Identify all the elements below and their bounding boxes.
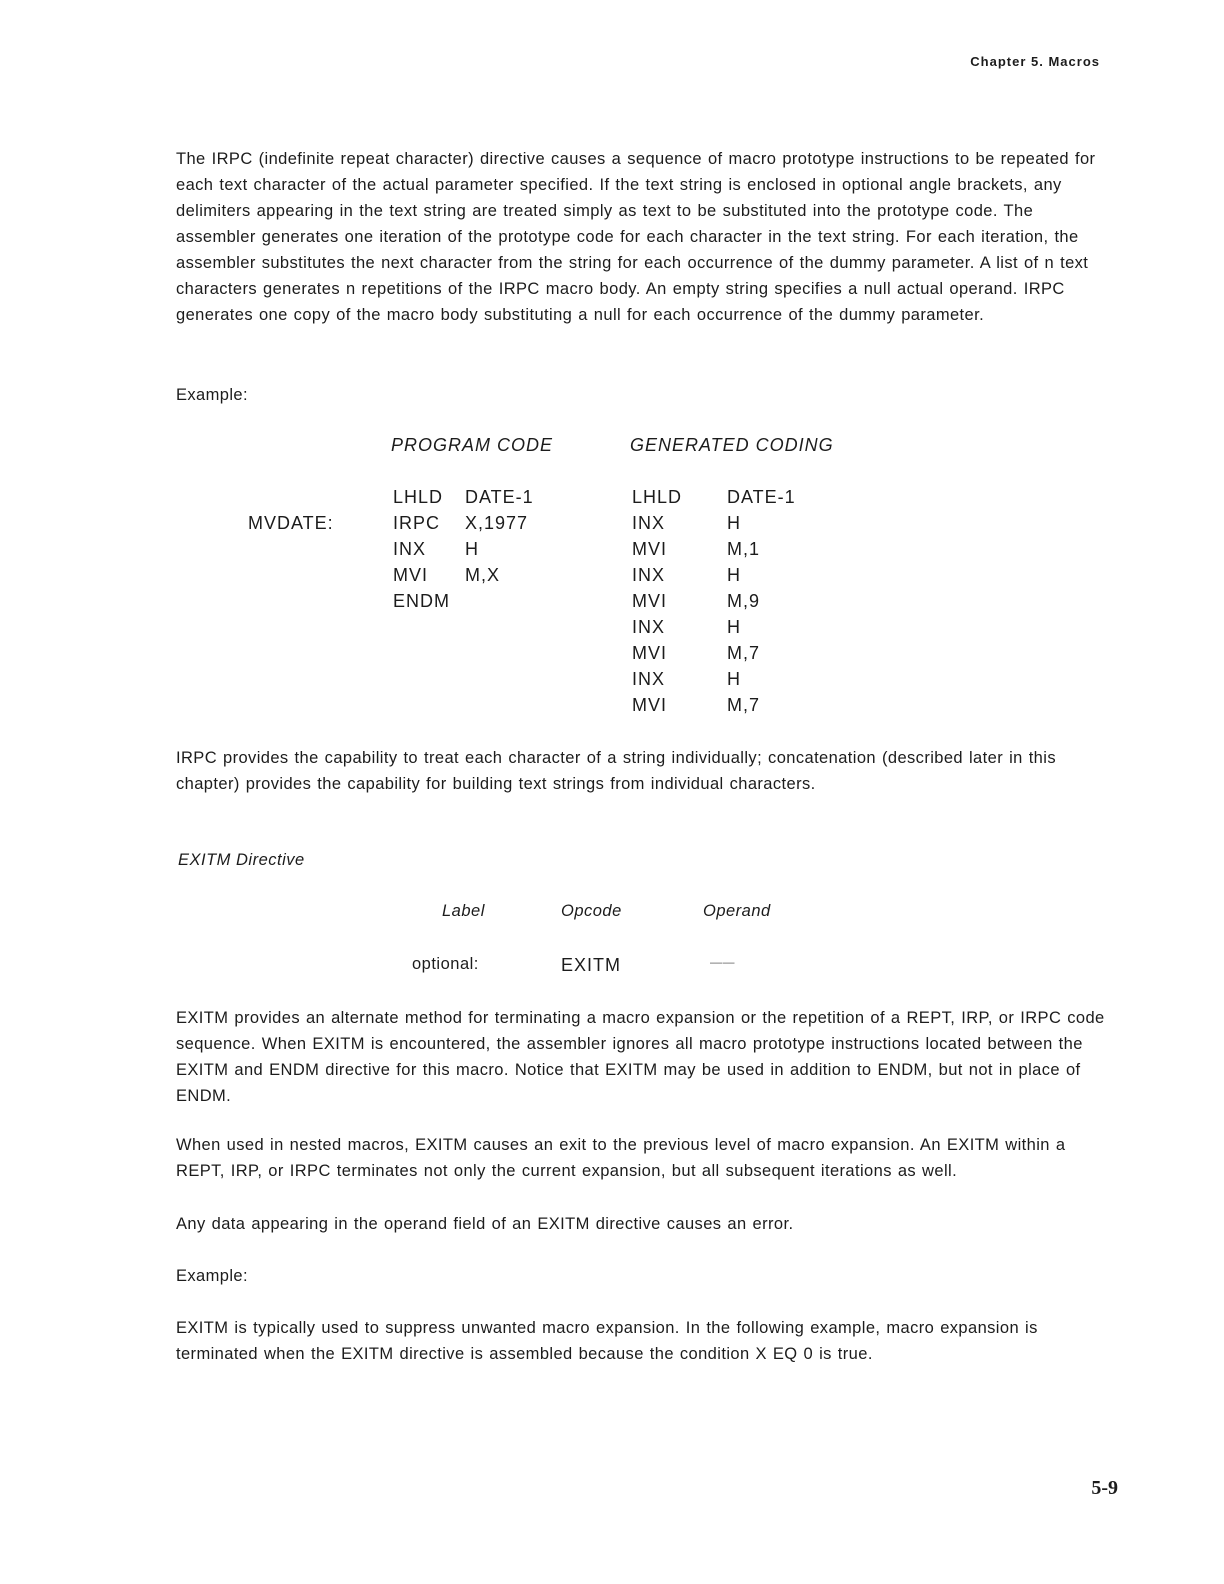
exitm-nested-paragraph: When used in nested macros, EXITM causes an exit to the previous level of macro expansion. An EXITM within a REPT, IRP, or IRPC terminates not only the current expansion, but all subsequent iterations as well. [176, 1136, 1066, 1180]
generated-operand: H [727, 669, 741, 689]
generated-opcode: LHLD [632, 487, 683, 507]
generated-opcode: MVI [632, 643, 668, 663]
generated-operand: M,7 [727, 695, 761, 715]
generated-coding-header: GENERATED CODING [630, 435, 834, 455]
generated-opcode: INX [632, 513, 666, 533]
irpc-intro-paragraph: The IRPC (indefinite repeat character) directive causes a sequence of macro prototype instructions to be repeated for each text character of the actual parameter specified. If the text string is enclosed in optional angle brackets, any delimiters appearing in the text string are treated simply as text to be substituted into the prototype code. The assembler generates one iteration of the prototype code for each character in the text string. For each iteration, the assembler substitutes the next character from the string for each occurrence of the dummy parameter. A list of n text characters generates n repetitions of the IRPC macro body. An empty string specifies a null actual operand. IRPC generates one copy of the macro body substituting a null for each occurrence of the dummy parameter. [176, 150, 1096, 324]
program-opcode: MVI [393, 565, 429, 585]
program-opcode: ENDM [393, 591, 450, 611]
program-code-header: PROGRAM CODE [391, 435, 554, 455]
program-opcode-column [393, 484, 450, 614]
generated-operand-column [727, 484, 796, 718]
program-operand: H [465, 539, 479, 559]
program-operand-column [465, 484, 534, 614]
opcode-value: EXITM [561, 955, 622, 975]
generated-opcode: INX [632, 565, 666, 585]
generated-operand: DATE-1 [727, 487, 796, 507]
operand-column-header: Operand [703, 902, 771, 920]
macro-label: MVDATE: [248, 513, 334, 533]
label-column-header: Label [442, 902, 485, 920]
generated-operand: M,1 [727, 539, 761, 559]
program-operand: X,1977 [465, 513, 529, 533]
generated-operand: H [727, 513, 741, 533]
exitm-description-paragraph: EXITM provides an alternate method for terminating a macro expansion or the repetition of a REPT, IRP, or IRPC code sequence. When EXITM is encountered, the assembler ignores all macro prototype instructions located between the EXITM and ENDM directive for this macro. Notice that EXITM may be used in addition to ENDM, but not in place of ENDM. [176, 1009, 1105, 1105]
generated-operand: H [727, 565, 741, 585]
program-opcode: INX [393, 539, 427, 559]
generated-opcode: INX [632, 669, 666, 689]
label-value: optional: [412, 955, 479, 973]
program-operand [465, 588, 534, 614]
generated-operand: M,7 [727, 643, 761, 663]
generated-operand: H [727, 617, 741, 637]
irpc-capability-paragraph: IRPC provides the capability to treat each character of a string individually; concatenation (described later in this chapter) provides the capability for building text strings from individual characters. [176, 749, 1056, 793]
generated-opcode: MVI [632, 695, 668, 715]
program-operand: DATE-1 [465, 487, 534, 507]
program-opcode: IRPC [393, 513, 441, 533]
example-label-2: Example: [176, 1267, 248, 1285]
operand-value: —— [710, 955, 735, 969]
generated-opcode: MVI [632, 539, 668, 559]
exitm-directive-heading: EXITM Directive [178, 851, 305, 869]
exitm-error-paragraph: Any data appearing in the operand field of an EXITM directive causes an error. [176, 1215, 794, 1233]
opcode-column-header: Opcode [561, 902, 622, 920]
page-number: 5-9 [1091, 1477, 1118, 1499]
program-opcode: LHLD [393, 487, 444, 507]
chapter-header: Chapter 5. Macros [970, 54, 1100, 69]
example-label: Example: [176, 386, 248, 404]
generated-opcode: INX [632, 617, 666, 637]
generated-opcode: MVI [632, 591, 668, 611]
exitm-usage-paragraph: EXITM is typically used to suppress unwanted macro expansion. In the following example, macro expansion is terminated when the EXITM directive is assembled because the condition X EQ 0 is true. [176, 1319, 1038, 1363]
generated-operand: M,9 [727, 591, 761, 611]
program-operand: M,X [465, 565, 501, 585]
generated-opcode-column [632, 484, 682, 718]
